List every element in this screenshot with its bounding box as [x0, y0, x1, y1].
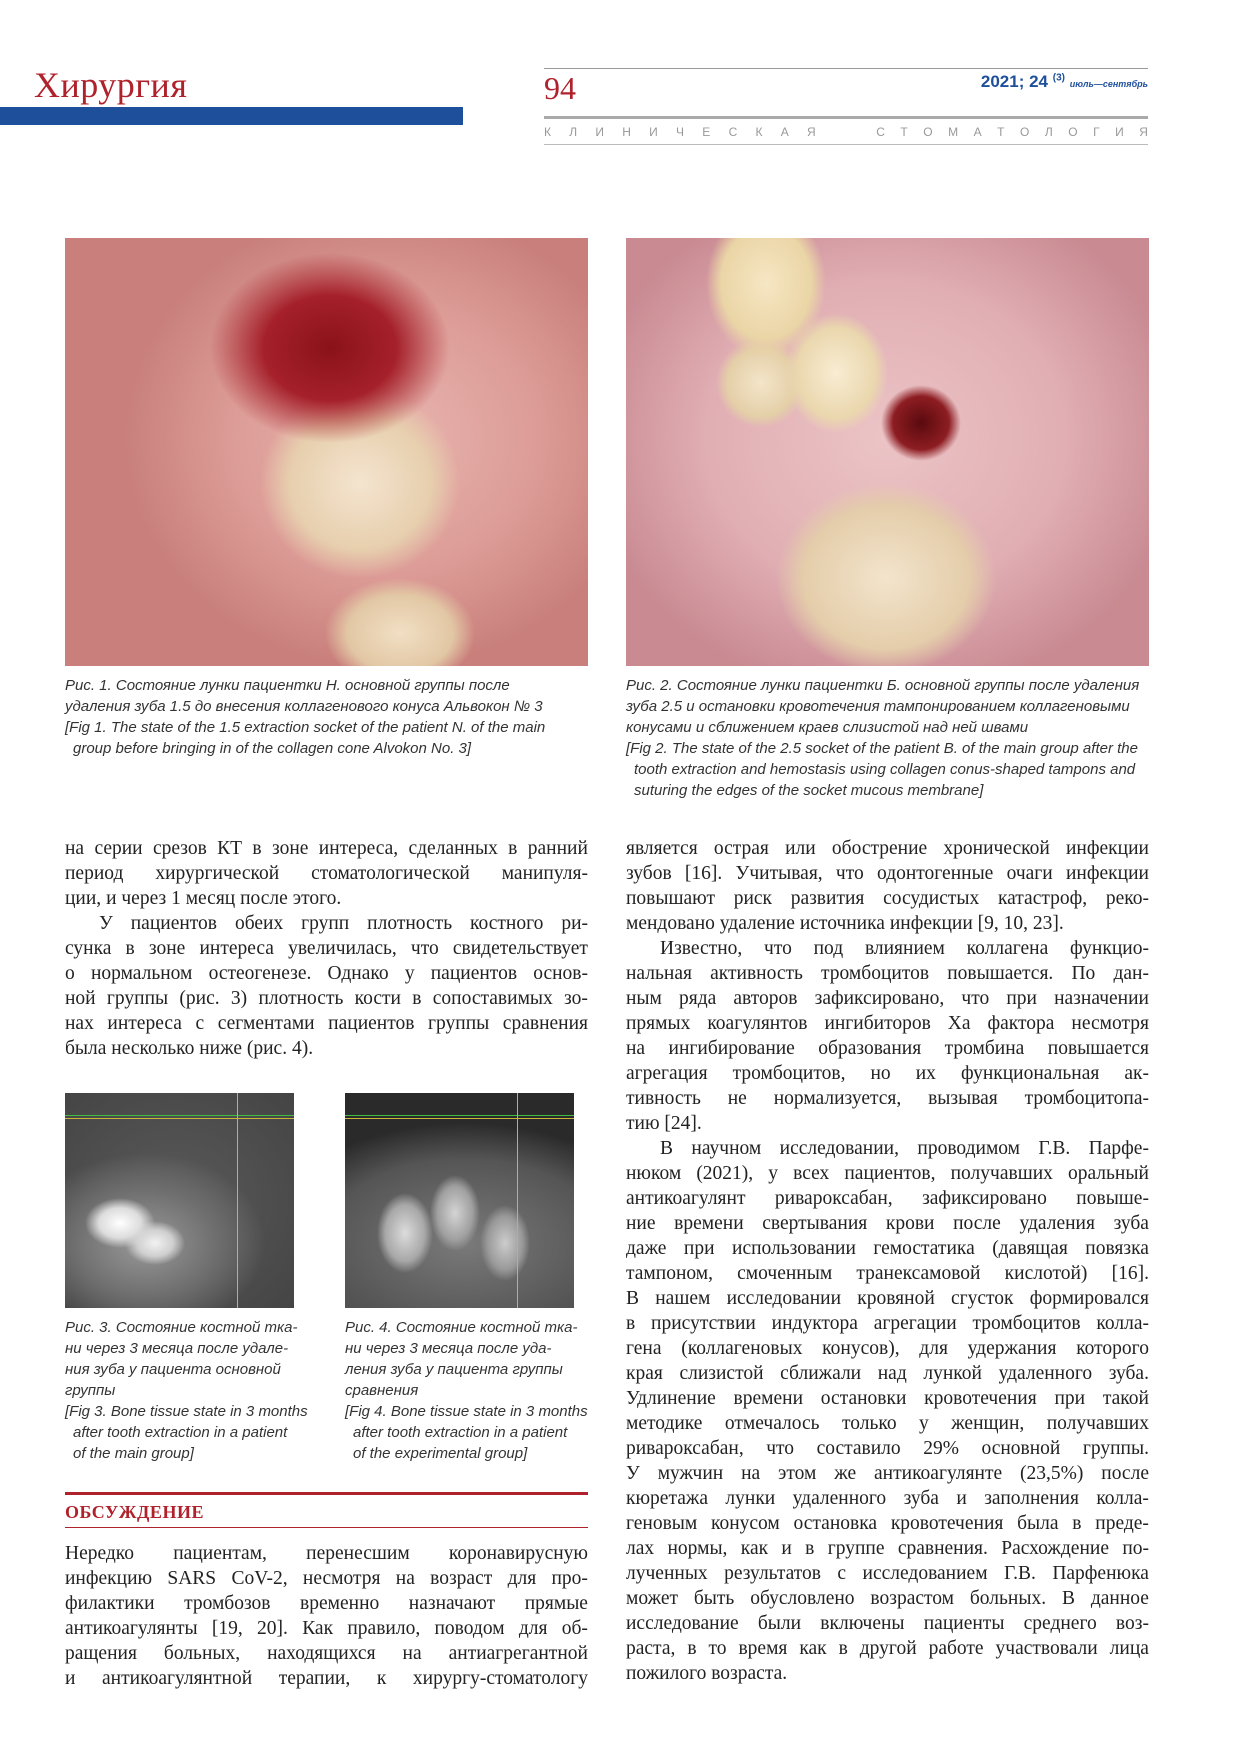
figure-4-ct-image [345, 1093, 574, 1308]
text-line: антикоагулянты [19, 20]. Как правило, поводом для об- [65, 1618, 588, 1639]
figure-1-photo [65, 238, 588, 666]
text-line: прямых коагулянтов ингибиторов Ха фактора несмотря [626, 1013, 1149, 1034]
text-line: филактики тромбозов временно назначают прямые [65, 1593, 588, 1614]
caption-line: of the main group] [73, 1445, 194, 1462]
caption-line: tooth extraction and hemostasis using collagen conus-shaped tampons and [634, 761, 1136, 778]
text-line: В нашем исследовании кровяной сгусток формировался [626, 1288, 1149, 1309]
text-line: Удлинение времени остановки кровотечения при такой [626, 1388, 1149, 1409]
caption-line: suturing the edges of the socket mucous membrane] [634, 782, 984, 799]
text-line: края слизистой сближали над лункой удаленного зуба. [626, 1363, 1149, 1384]
left-column-bottom-text [65, 1541, 588, 1691]
issue-info [981, 72, 1148, 92]
text-line: геновым конусом остановка кровотечения была в преде- [626, 1513, 1149, 1534]
figure-2-caption [626, 675, 1156, 801]
discussion-heading: ОБСУЖДЕНИЕ [65, 1502, 204, 1522]
caption-line: ления зуба у пациента группы [345, 1361, 563, 1378]
text-line: исследование были включены пациенты среднего воз- [626, 1613, 1149, 1634]
issue-months: июль—сентябрь [1069, 79, 1148, 89]
figure-3-ct-image [65, 1093, 294, 1308]
text-line: сунка в зоне интереса увеличилась, что свидетельствует [65, 938, 588, 959]
text-line: Нередко пациентам, перенесшим коронавирусную [65, 1543, 588, 1564]
text-line: тию [24]. [626, 1113, 702, 1134]
text-line: о нормальном остеогенезе. Однако у пациентов основ- [65, 963, 588, 984]
text-line: была несколько ниже (рис. 4). [65, 1038, 314, 1059]
text-line: У пациентов обеих групп плотность костного ри- [99, 913, 588, 934]
text-line: может быть обусловлено возрастом больных. В данное [626, 1588, 1149, 1609]
figure-2-photo [626, 238, 1149, 666]
ct-guide-line-horizontal [65, 1115, 294, 1116]
text-line: У мужчин на этом же антикоагулянте (23,5%) после [626, 1463, 1149, 1484]
journal-name [544, 125, 1148, 139]
ct-guide-line-horizontal [65, 1118, 294, 1119]
caption-line: Рис. 4. Состояние костной тка- [345, 1319, 578, 1336]
caption-line: сравнения [345, 1382, 419, 1399]
right-column-text [626, 836, 1149, 1686]
text-line: ной группы (рис. 3) плотность кости в сопоставимых зо- [65, 988, 588, 1009]
text-line: ращения больных, находящихся на антиагрегантной [65, 1643, 588, 1664]
caption-line: [Fig 2. The state of the 2.5 socket of the patient B. of the main group after the [626, 740, 1138, 757]
issue-year-volume: 2021; 24 [980, 72, 1049, 91]
ct-guide-line-vertical [517, 1093, 518, 1308]
text-line: гена (коллагеновых конусов), для удержания которого [626, 1338, 1149, 1359]
text-line: зубов [16]. Учитывая, что одонтогенные очаги инфекции [626, 863, 1149, 884]
page-number: 94 [544, 70, 576, 106]
text-line: нальная активность тромбоцитов повышается. По дан- [626, 963, 1149, 984]
figure-4-caption [345, 1317, 590, 1464]
text-line: ние времени свертывания крови после удаления зуба [626, 1213, 1149, 1234]
caption-line: Рис. 1. Состояние лунки пациентки Н. основной группы после [65, 677, 510, 694]
caption-line: зуба 2.5 и остановки кровотечения тампонированием коллагеновыми [626, 698, 1130, 715]
text-line: пожилого возраста. [626, 1663, 788, 1684]
text-line: ции, и через 1 месяц после этого. [65, 888, 342, 909]
header-rule-thick [544, 116, 1148, 119]
journal-word-2: С Т О М А Т О Л О Г И Я [876, 125, 1148, 139]
text-line: даже при использовании гемостатика (давящая повязка [626, 1238, 1149, 1259]
ct-guide-line-horizontal [345, 1115, 574, 1116]
issue-number: (3) [1052, 72, 1065, 84]
caption-line: of the experimental group] [353, 1445, 528, 1462]
section-title: Хирургия [34, 65, 188, 105]
text-line: лученных результатов с исследованием Г.В. Парфенюка [626, 1563, 1149, 1584]
text-line: и антикоагулянтной терапии, к хирургу-стоматологу [65, 1668, 588, 1689]
text-line: на серии срезов КТ в зоне интереса, сделанных в ранний [65, 838, 588, 859]
text-line: агрегация тромбоцитов, но их функциональная ак- [626, 1063, 1149, 1084]
caption-line: [Fig 1. The state of the 1.5 extraction socket of the patient N. of the main [65, 719, 546, 736]
caption-line: after tooth extraction in a patient [73, 1424, 288, 1441]
caption-line: Рис. 2. Состояние лунки пациентки Б. основной группы после удаления [626, 677, 1140, 694]
text-line: является острая или обострение хронической инфекции [626, 838, 1149, 859]
caption-line: удаления зуба 1.5 до внесения коллагенового конуса Альвокон № 3 [65, 698, 543, 715]
ct-guide-line-horizontal [345, 1118, 574, 1119]
text-line: повышают риск развития сосудистых катастроф, реко- [626, 888, 1149, 909]
header-rule-bottom [544, 144, 1148, 145]
text-line: ривароксабан, что составило 29% основной группы. [626, 1438, 1149, 1459]
section-bar [0, 107, 463, 125]
caption-line: [Fig 4. Bone tissue state in 3 months [345, 1403, 588, 1420]
text-line: период хирургической стоматологической манипуля- [65, 863, 588, 884]
text-line: кюретажа лунки удаленного зуба и заполнения колла- [626, 1488, 1149, 1509]
left-column-top-text [65, 836, 588, 1061]
text-line: лах нормы, как и в группе сравнения. Расхождение по- [626, 1538, 1149, 1559]
caption-line: after tooth extraction in a patient [353, 1424, 568, 1441]
text-line: нюком (2021), у всех пациентов, получавших оральный [626, 1163, 1149, 1184]
text-line: В научном исследовании, проводимом Г.В. Парфе- [660, 1138, 1149, 1159]
text-line: антикоагулянт ривароксабан, зафиксировано повыше- [626, 1188, 1149, 1209]
header-rule [544, 68, 1148, 69]
caption-line: ни через 3 месяца после уда- [345, 1340, 552, 1357]
text-line: тампоном, смоченным транексамовой кислотой) [16]. [626, 1263, 1149, 1284]
ct-guide-line-vertical [237, 1093, 238, 1308]
journal-word-1: К Л И Н И Ч Е С К А Я [544, 125, 816, 139]
figure-1-caption [65, 675, 588, 759]
figure-3-caption [65, 1317, 308, 1464]
text-line: инфекцию SARS CoV-2, несмотря на возраст для про- [65, 1568, 588, 1589]
caption-line: Рис. 3. Состояние костной тка- [65, 1319, 298, 1336]
caption-line: конусами и сближением краев слизистой над ней швами [626, 719, 1029, 736]
text-line: Известно, что под влиянием коллагена функцио- [660, 938, 1149, 959]
text-line: в присутствии индуктора агрегации тромбоцитов колла- [626, 1313, 1149, 1334]
text-line: нах интереса с сегментами пациентов группы сравнения [65, 1013, 588, 1034]
text-line: тивность не нормализуется, вызывая тромбоцитопа- [626, 1088, 1149, 1109]
caption-line: ния зуба у пациента основной [65, 1361, 281, 1378]
caption-line: group before bringing in of the collagen cone Alvokon No. 3] [73, 740, 472, 757]
text-line: методике отмечалось только у женщин, получавших [626, 1413, 1149, 1434]
text-line: ным ряда авторов зафиксировано, что при назначении [626, 988, 1149, 1009]
discussion-rule [65, 1492, 588, 1495]
text-line: мендовано удаление источника инфекции [9, 10, 23]. [626, 913, 1064, 934]
text-line: на ингибирование образования тромбина повышается [626, 1038, 1149, 1059]
caption-line: ни через 3 месяца после удале- [65, 1340, 289, 1357]
discussion-rule-thin [65, 1527, 588, 1528]
caption-line: [Fig 3. Bone tissue state in 3 months [65, 1403, 308, 1420]
caption-line: группы [65, 1382, 116, 1399]
text-line: раста, в то время как в другой работе участвовали лица [626, 1638, 1149, 1659]
